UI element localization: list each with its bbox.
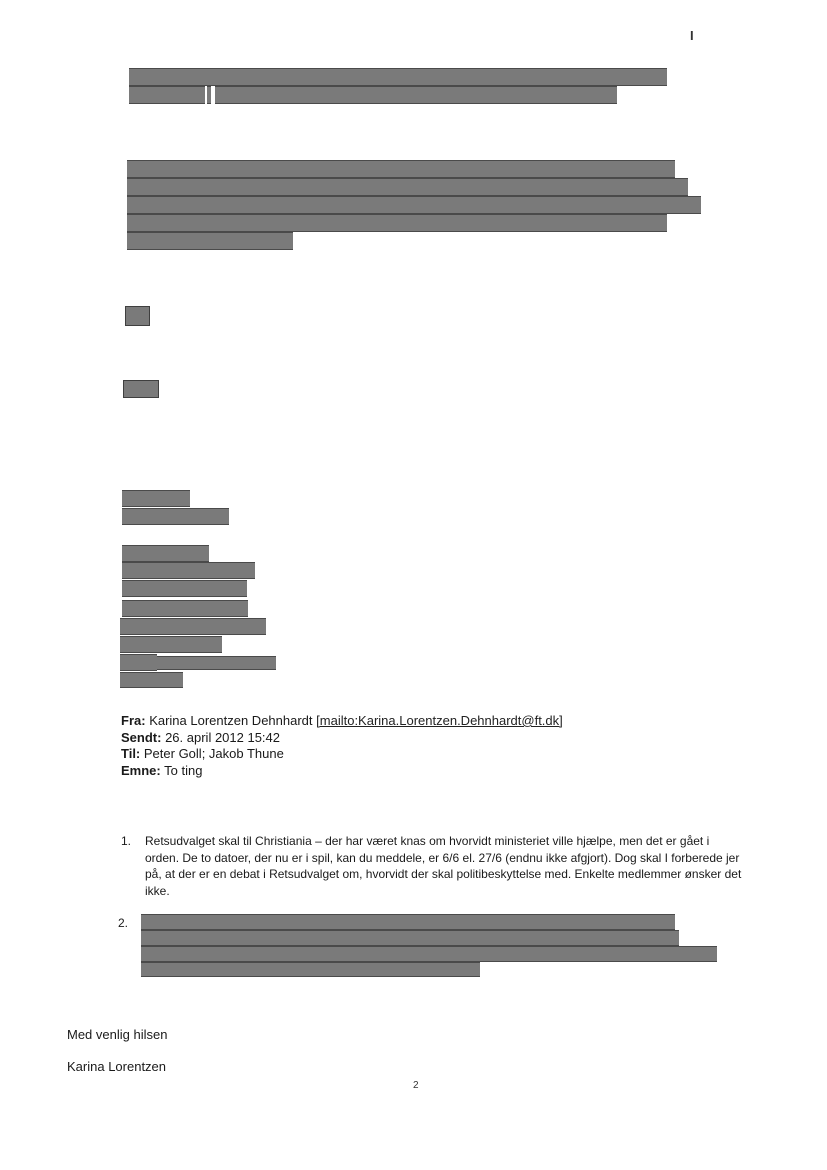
- redaction-bar: [122, 508, 229, 525]
- list-item-number: 1.: [121, 834, 132, 848]
- closing-greeting: Med venlig hilsen: [67, 1027, 168, 1042]
- from-email-link[interactable]: [mailto:Karina.Lorentzen.Dehnhardt@ft.dk]: [316, 713, 563, 728]
- redaction-bar: [129, 68, 667, 86]
- from-row: [121, 713, 563, 730]
- closing-name: Karina Lorentzen: [67, 1059, 167, 1074]
- from-name: Karina Lorentzen Dehnhardt: [149, 713, 313, 728]
- redaction-bar: [127, 196, 701, 214]
- to-row: [121, 746, 563, 763]
- list-item-number: 2.: [118, 916, 129, 930]
- redaction-bar: [122, 580, 247, 597]
- sent-label: Sendt:: [121, 729, 162, 745]
- redaction-bar: [120, 654, 157, 671]
- redaction-bar: [127, 178, 688, 196]
- redaction-box: [123, 380, 159, 398]
- redaction-bar: [122, 545, 209, 562]
- subject-label: Emne:: [121, 762, 161, 778]
- redaction-bar: [127, 160, 675, 178]
- redaction-bar: [215, 86, 617, 104]
- to-label: Til:: [121, 746, 141, 761]
- page-number: 2: [413, 1080, 419, 1091]
- subject-value: To ting: [164, 762, 203, 778]
- redaction-bar: [157, 656, 276, 670]
- email-header: [121, 713, 563, 779]
- list-item-text: Retsudvalget skal til Christiania – der har været knas om hvorvidt ministeriet ville hjælpe, men det er gået i orden. De to datoer, der nu er i spil, kan du meddele, er 6/6 el. 27/6 (endnu ikke afgjort). Dog skal I forberede jer på, at der er en debat i Retsudvalget om, hvorvidt der skal politibeskyttelse med. Enkelte medlemmer ønsker det ikke.: [145, 834, 742, 898]
- redaction-bar: [127, 214, 667, 232]
- redaction-bar: [120, 672, 183, 688]
- redaction-bar: [207, 86, 211, 104]
- redaction-bar: [122, 600, 248, 617]
- redaction-bar: [120, 618, 266, 635]
- to-value: Peter Goll; Jakob Thune: [143, 746, 284, 761]
- sent-value: 26. april 2012 15:42: [165, 729, 281, 745]
- redaction-bar: [122, 490, 190, 507]
- redaction-bar: [141, 946, 717, 962]
- from-label: Fra:: [121, 713, 146, 728]
- redaction-bar: [141, 914, 675, 930]
- redaction-bar: [129, 86, 205, 104]
- redaction-bar: [141, 962, 480, 977]
- redaction-bar: [141, 930, 679, 946]
- redaction-bar: [120, 636, 222, 653]
- redaction-box: [125, 306, 150, 326]
- sent-row: [121, 730, 563, 747]
- corner-mark: I: [690, 28, 694, 43]
- subject-row: [121, 763, 563, 780]
- redaction-bar: [122, 562, 255, 579]
- list-item: [121, 833, 751, 903]
- redaction-bar: [127, 232, 293, 250]
